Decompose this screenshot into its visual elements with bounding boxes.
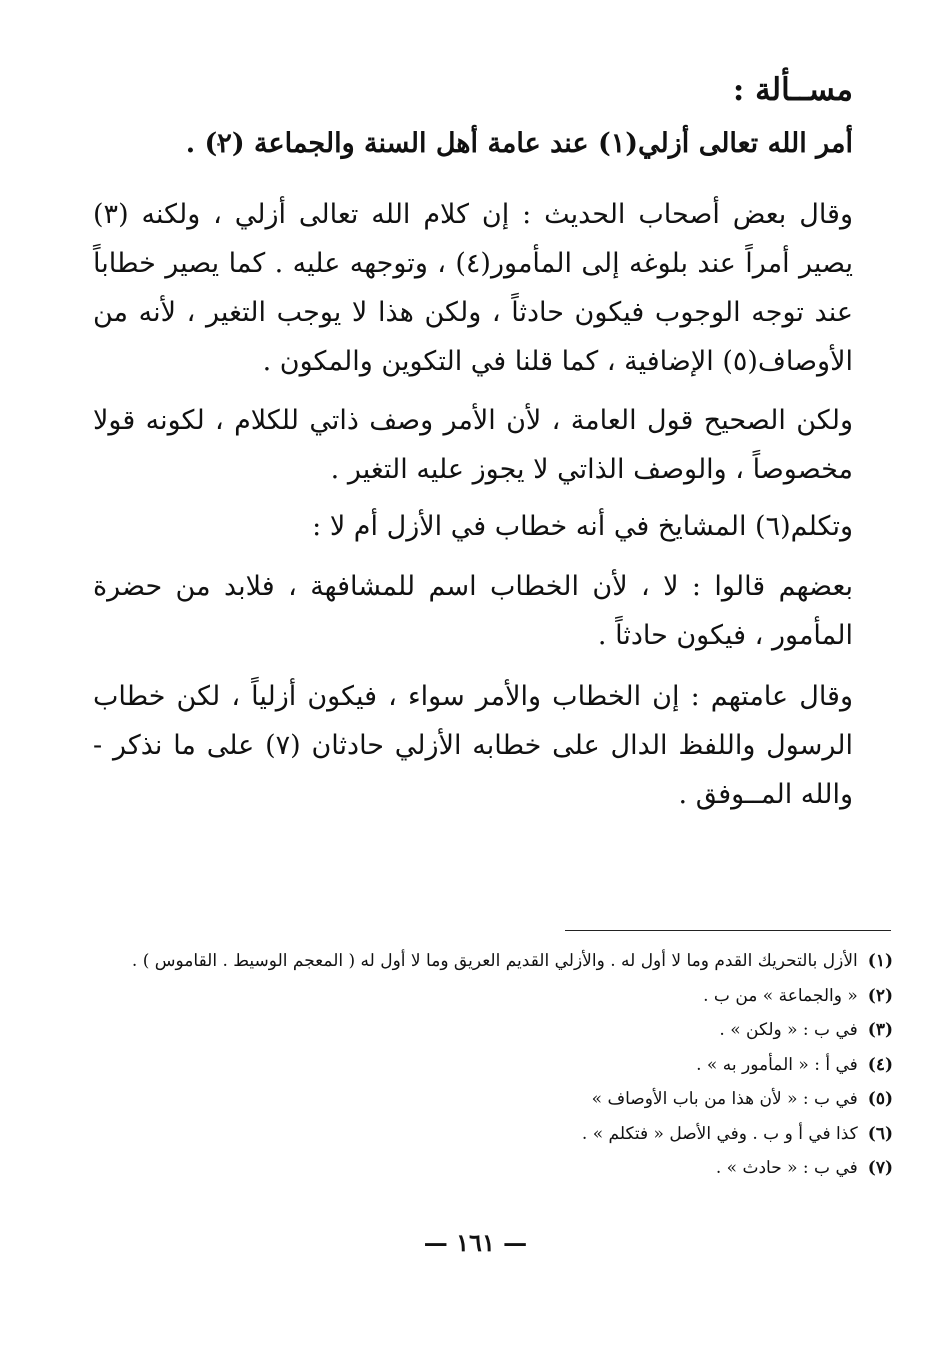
footnote-text: الأزل بالتحريك القدم وما لا أول له . والأزلي القديم العريق وما لا أول له ( المعجم الوسيط . القاموس ) . [131, 951, 858, 971]
paragraph-majority-said: وقال عامتهم : إن الخطاب والأمر سواء ، فيكون أزلياً ، لكن خطاب الرسول واللفظ الدال على خطابه الأزلي حادثان (٧) على ما نذكر - والله المــوفق . [93, 681, 853, 810]
footnote-number: (٧) [867, 1158, 893, 1178]
footnote-text: في ب : « حادث » . [715, 1158, 858, 1178]
footnote-item [93, 1082, 893, 1117]
footnote-number: (٥) [867, 1089, 893, 1109]
paragraph-mashayikh: وتكلم(٦) المشايخ في أنه خطاب في الأزل أم لا : [312, 511, 853, 542]
footnote-number: (٤) [867, 1054, 893, 1075]
footnote-item [93, 1151, 893, 1186]
footnote-item [93, 1048, 893, 1083]
footnote-number: (٢) [867, 985, 893, 1006]
paragraph-some-said: بعضهم قالوا : لا ، لأن الخطاب اسم للمشافهة ، فلابد من حضرة المأمور ، فيكون حادثاً . [93, 571, 853, 651]
footnote-text: في أ : « المأمور به » . [696, 1054, 858, 1075]
footnote-text: كذا في أ و ب . وفي الأصل « فتكلم » . [581, 1123, 858, 1144]
footnote-number: (١) [867, 951, 893, 971]
footnote-item [93, 1013, 893, 1048]
page-number: — ١٦١ — [423, 1228, 528, 1257]
footnotes-list [93, 944, 893, 1186]
footnote-divider [565, 930, 891, 931]
footnote-text: « والجماعة » من ب . [703, 985, 858, 1006]
footnote-text: في ب : « ولكن » . [719, 1020, 858, 1040]
footnote-item [93, 1117, 893, 1152]
footnote-number: (٦) [867, 1123, 893, 1144]
section-statement: أمر الله تعالى أزلي(١) عند عامة أهل السنة والجماعة (٢) . [185, 128, 853, 159]
paragraph-hadith-view: وقال بعض أصحاب الحديث : إن كلام الله تعالى أزلي ، ولكنه (٣) يصير أمراً عند بلوغه إلى المأمور(٤) ، وتوجهه عليه . كما يصير خطاباً عند توجه الوجوب فيكون حادثاً ، ولكن هذا لا يوجب التغير ، لأنه من الأوصاف(٥) الإضافية ، كما قلنا في التكوين والمكون . [93, 199, 853, 377]
footnote-number: (٣) [867, 1020, 893, 1040]
section-heading: مســألة : [732, 72, 853, 108]
footnote-text: في ب : « لأن هذا من باب الأوصاف » [591, 1089, 858, 1109]
footnote-item [93, 979, 893, 1014]
paragraph-correct-view: ولكن الصحيح قول العامة ، لأن الأمر وصف ذاتي للكلام ، لكونه قولا مخصوصاً ، والوصف الذاتي لا يجوز عليه التغير . [93, 405, 853, 485]
footnote-item [93, 944, 893, 979]
